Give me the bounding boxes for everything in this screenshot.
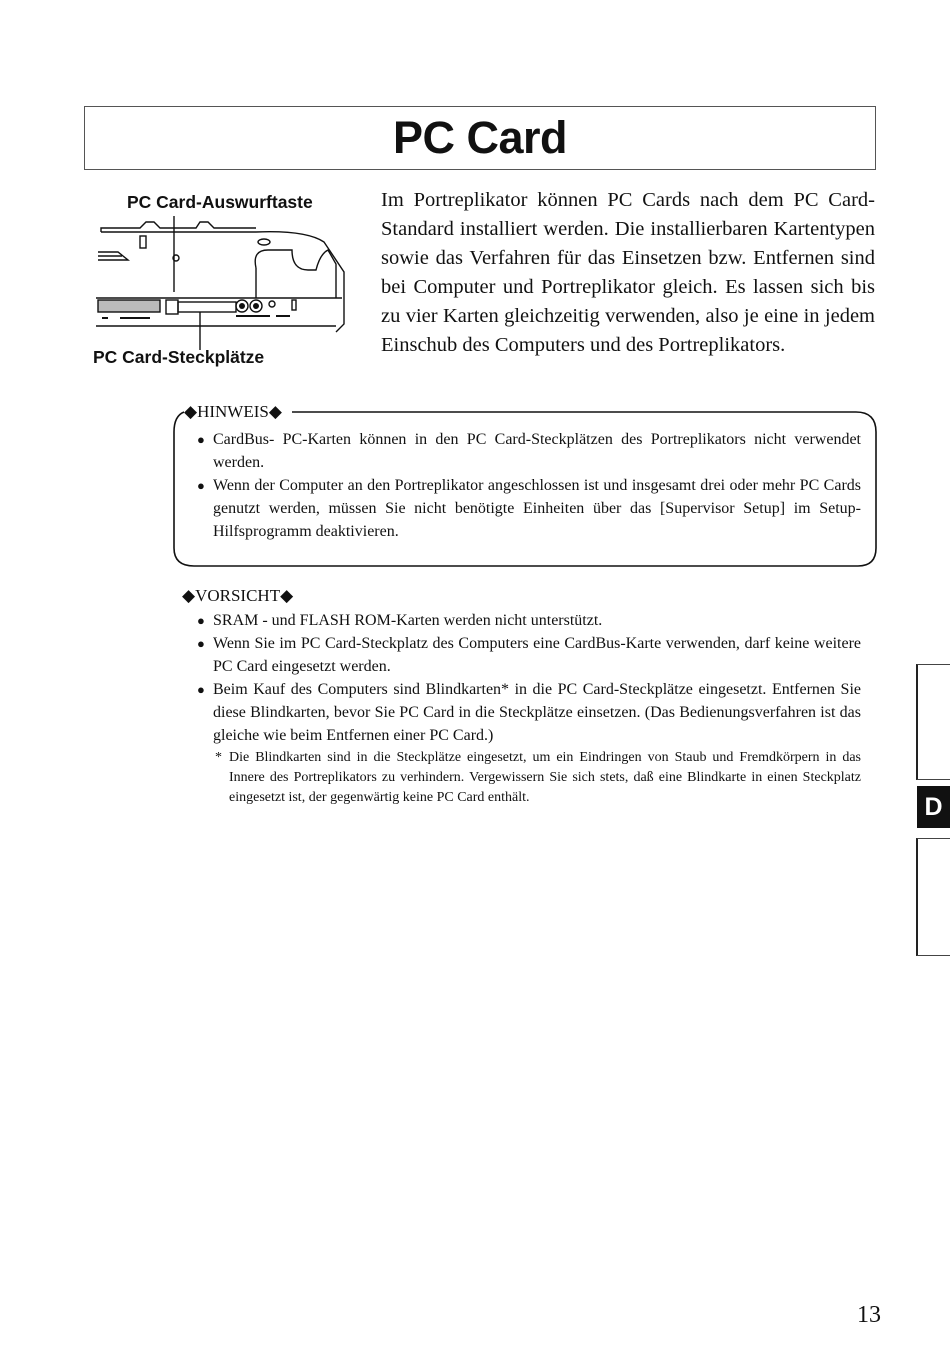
- list-item: ● Beim Kauf des Computers sind Blindkarten* in die PC Card-Steckplätze eingesetzt. Entfernen Sie diese Blindkarten, bevor Sie PC Card in die Steckplätze einsetzen. (Das Bedienungsverfahren ist das gleiche wie beim Entfernen einer PC Card.) * Die Blindkarten sind in die Steckplätze eingesetzt, um ein Eindringen von Staub und Fremdkörpern in das Innere des Portreplikators zu verhindern. Vergewissern Sie sich stets, daß eine Blindkarte in einen Steckplatz eingesetzt ist, der gegenwärtig keine PC Card enthält.: [197, 678, 861, 808]
- bullet-icon: ●: [197, 432, 205, 447]
- side-tab-upper: [916, 664, 950, 780]
- list-item: ● Wenn der Computer an den Portreplikator angeschlossen ist und insgesamt drei oder mehr PC Cards genutzt werden, müssen Sie nicht benötigte Einheiten über das [Supervisor Setup] im Setup-Hilfsprogramm deaktivieren.: [197, 474, 861, 543]
- bullet-icon: ●: [197, 478, 205, 493]
- list-item: ● SRAM - und FLASH ROM-Karten werden nicht unterstützt.: [197, 609, 861, 632]
- bullet-icon: ●: [197, 636, 205, 651]
- eject-button-label: PC Card-Auswurftaste: [127, 192, 313, 212]
- language-tab-d: D: [917, 786, 950, 828]
- intro-paragraph: Im Portreplikator können PC Cards nach dem PC Card-Standard installiert werden. Die installierbaren Kartentypen sowie das Verfahren für das Einsetzen bzw. Entfernen sind bei Computer und Portreplikator gleich. Es lassen sich bis zu vier Karten gleichzeitig verwenden, also je eine in jedem Einschub des Computers und des Portreplikators.: [381, 189, 875, 356]
- side-tab-lower: [916, 838, 950, 956]
- note-heading: ◆HINWEIS◆: [184, 402, 282, 421]
- card-slots-label: PC Card-Steckplätze: [93, 347, 265, 367]
- page-title: PC Card: [392, 112, 568, 163]
- bullet-icon: ●: [197, 613, 205, 628]
- footnote-text: Die Blindkarten sind in die Steckplätze eingesetzt, um ein Eindringen von Staub und Fremdkörpern in das Innere des Portreplikators zu verhindern. Vergewissern Sie sich stets, daß eine Blindkarte in einen Steckplatz eingesetzt ist, der gegenwärtig keine PC Card enthält.: [229, 750, 861, 805]
- note-list: [197, 428, 861, 543]
- bullet-icon: ●: [197, 682, 205, 697]
- footnote: [213, 748, 861, 808]
- caution-heading: ◆VORSICHT◆: [182, 586, 294, 605]
- list-item: ● CardBus- PC-Karten können in den PC Card-Steckplätzen des Portreplikators nicht verwendet werden.: [197, 428, 861, 474]
- footnote-marker: *: [215, 750, 222, 765]
- page-number: 13: [857, 1302, 881, 1328]
- caution-list: [197, 609, 861, 808]
- title-frame: [84, 106, 876, 170]
- list-item: ● Wenn Sie im PC Card-Steckplatz des Computers eine CardBus-Karte verwenden, darf keine weitere PC Card eingesetzt werden.: [197, 632, 861, 678]
- port-replicator-illustration: [96, 214, 346, 354]
